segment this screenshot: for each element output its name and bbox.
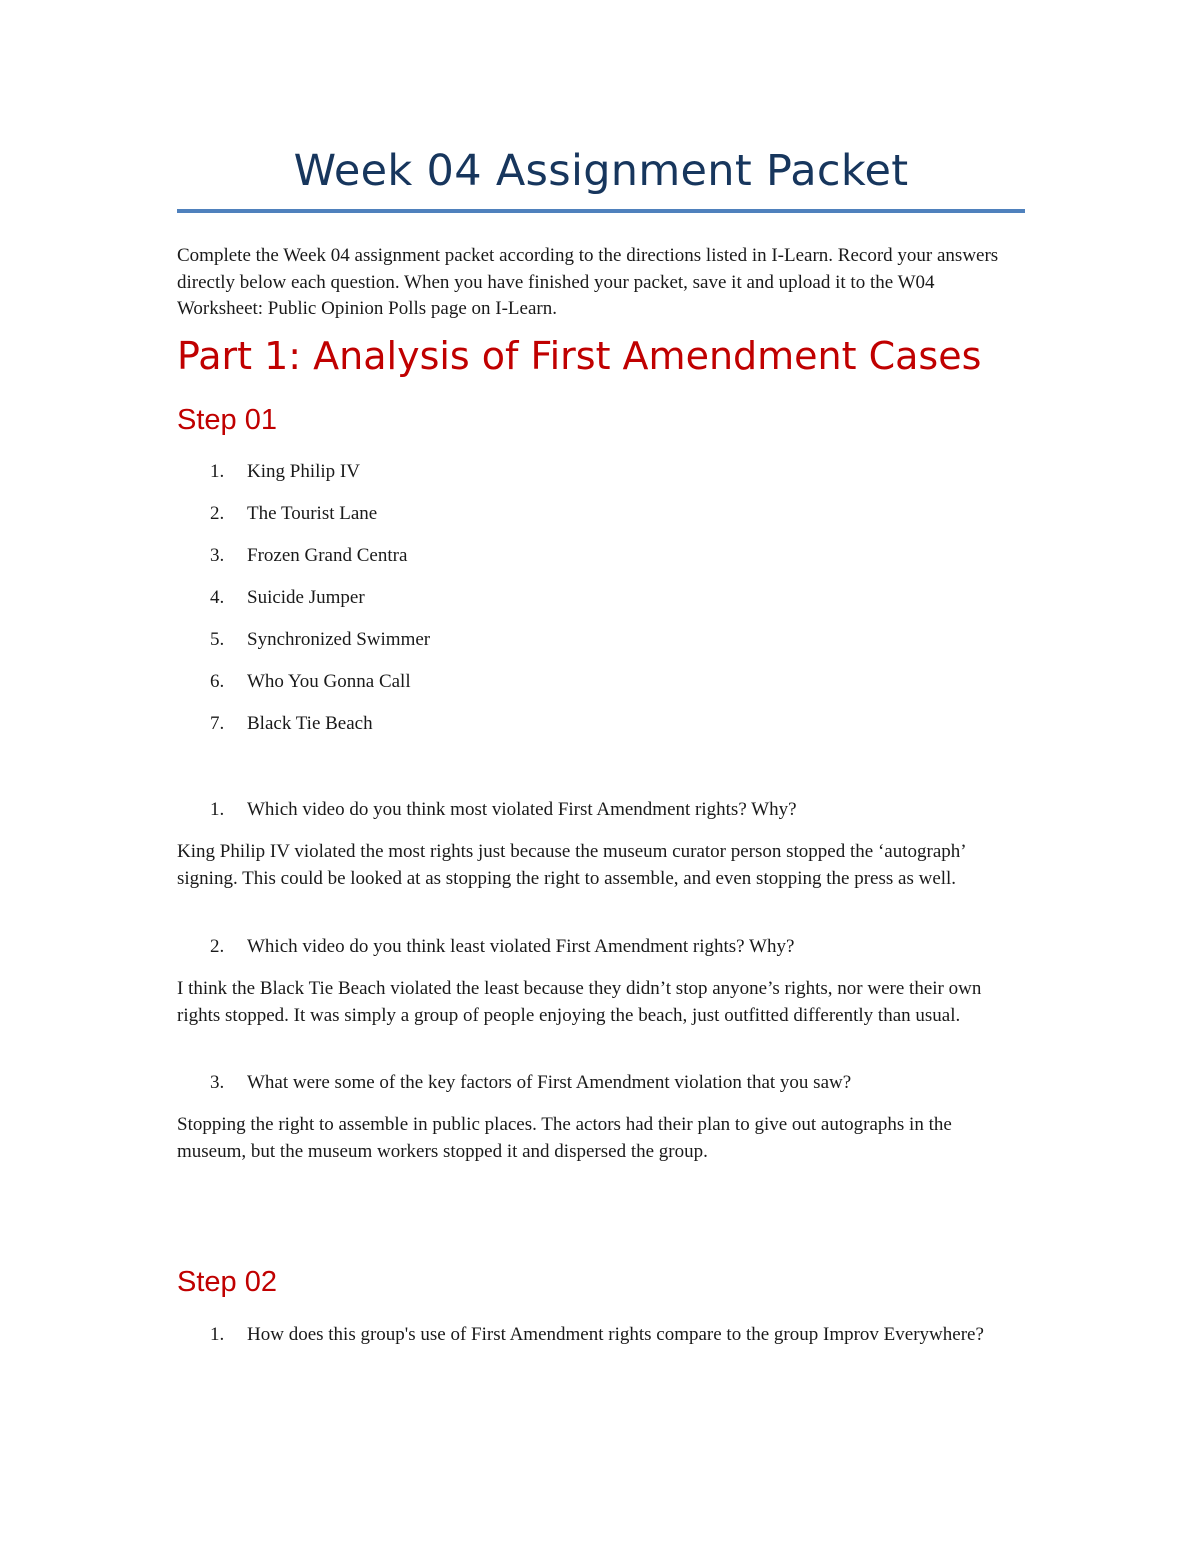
video-title: Black Tie Beach [247,713,373,734]
question-text: What were some of the key factors of First Amendment violation that you saw? [247,1072,852,1093]
list-number: 4. [210,587,225,608]
list-number: 7. [210,713,225,734]
list-number: 5. [210,629,225,650]
question-text: How does this group's use of First Amendment rights compare to the group Improv Everywhere? [247,1324,984,1345]
list-number: 6. [210,671,225,692]
intro-paragraph: Complete the Week 04 assignment packet according to the directions listed in I-Learn. Record your answers directly below each question. When you have finished your packet, save it and upload it to the W04 Worksheet: Public Opinion Polls page on I-Learn. [177,245,999,319]
video-title: King Philip IV [247,461,360,482]
answer-paragraph: I think the Black Tie Beach violated the least because they didn’t stop anyone’s rights, nor were their own rights stopped. It was simply a group of people enjoying the beach, just outfitted differently than usual. [177,978,982,1026]
video-title: Suicide Jumper [247,587,365,608]
list-number: 3. [210,545,225,566]
video-title: Who You Gonna Call [247,671,411,692]
list-number: 2. [210,503,225,524]
part1-heading: Part 1: Analysis of First Amendment Cases [177,334,982,378]
question-number: 1. [210,1324,225,1345]
title-underline [177,209,1025,213]
step01-heading: Step 01 [177,404,277,436]
list-number: 1. [210,461,225,482]
question-number: 3. [210,1072,225,1093]
answer-paragraph: King Philip IV violated the most rights just because the museum curator person stopped the ‘autograph’ signing. This could be looked at as stopping the right to assemble, and even stopping the press as well. [177,841,966,889]
video-title: The Tourist Lane [247,503,378,524]
question-number: 1. [210,799,225,820]
video-title: Synchronized Swimmer [247,629,431,650]
question-text: Which video do you think most violated First Amendment rights? Why? [247,799,797,820]
question-number: 2. [210,936,225,957]
question-text: Which video do you think least violated First Amendment rights? Why? [247,936,795,957]
step02-heading: Step 02 [177,1266,277,1298]
video-title: Frozen Grand Centra [247,545,408,566]
answer-paragraph: Stopping the right to assemble in public places. The actors had their plan to give out autographs in the museum, but the museum workers stopped it and dispersed the group. [177,1114,952,1162]
document-title: Week 04 Assignment Packet [293,146,909,196]
